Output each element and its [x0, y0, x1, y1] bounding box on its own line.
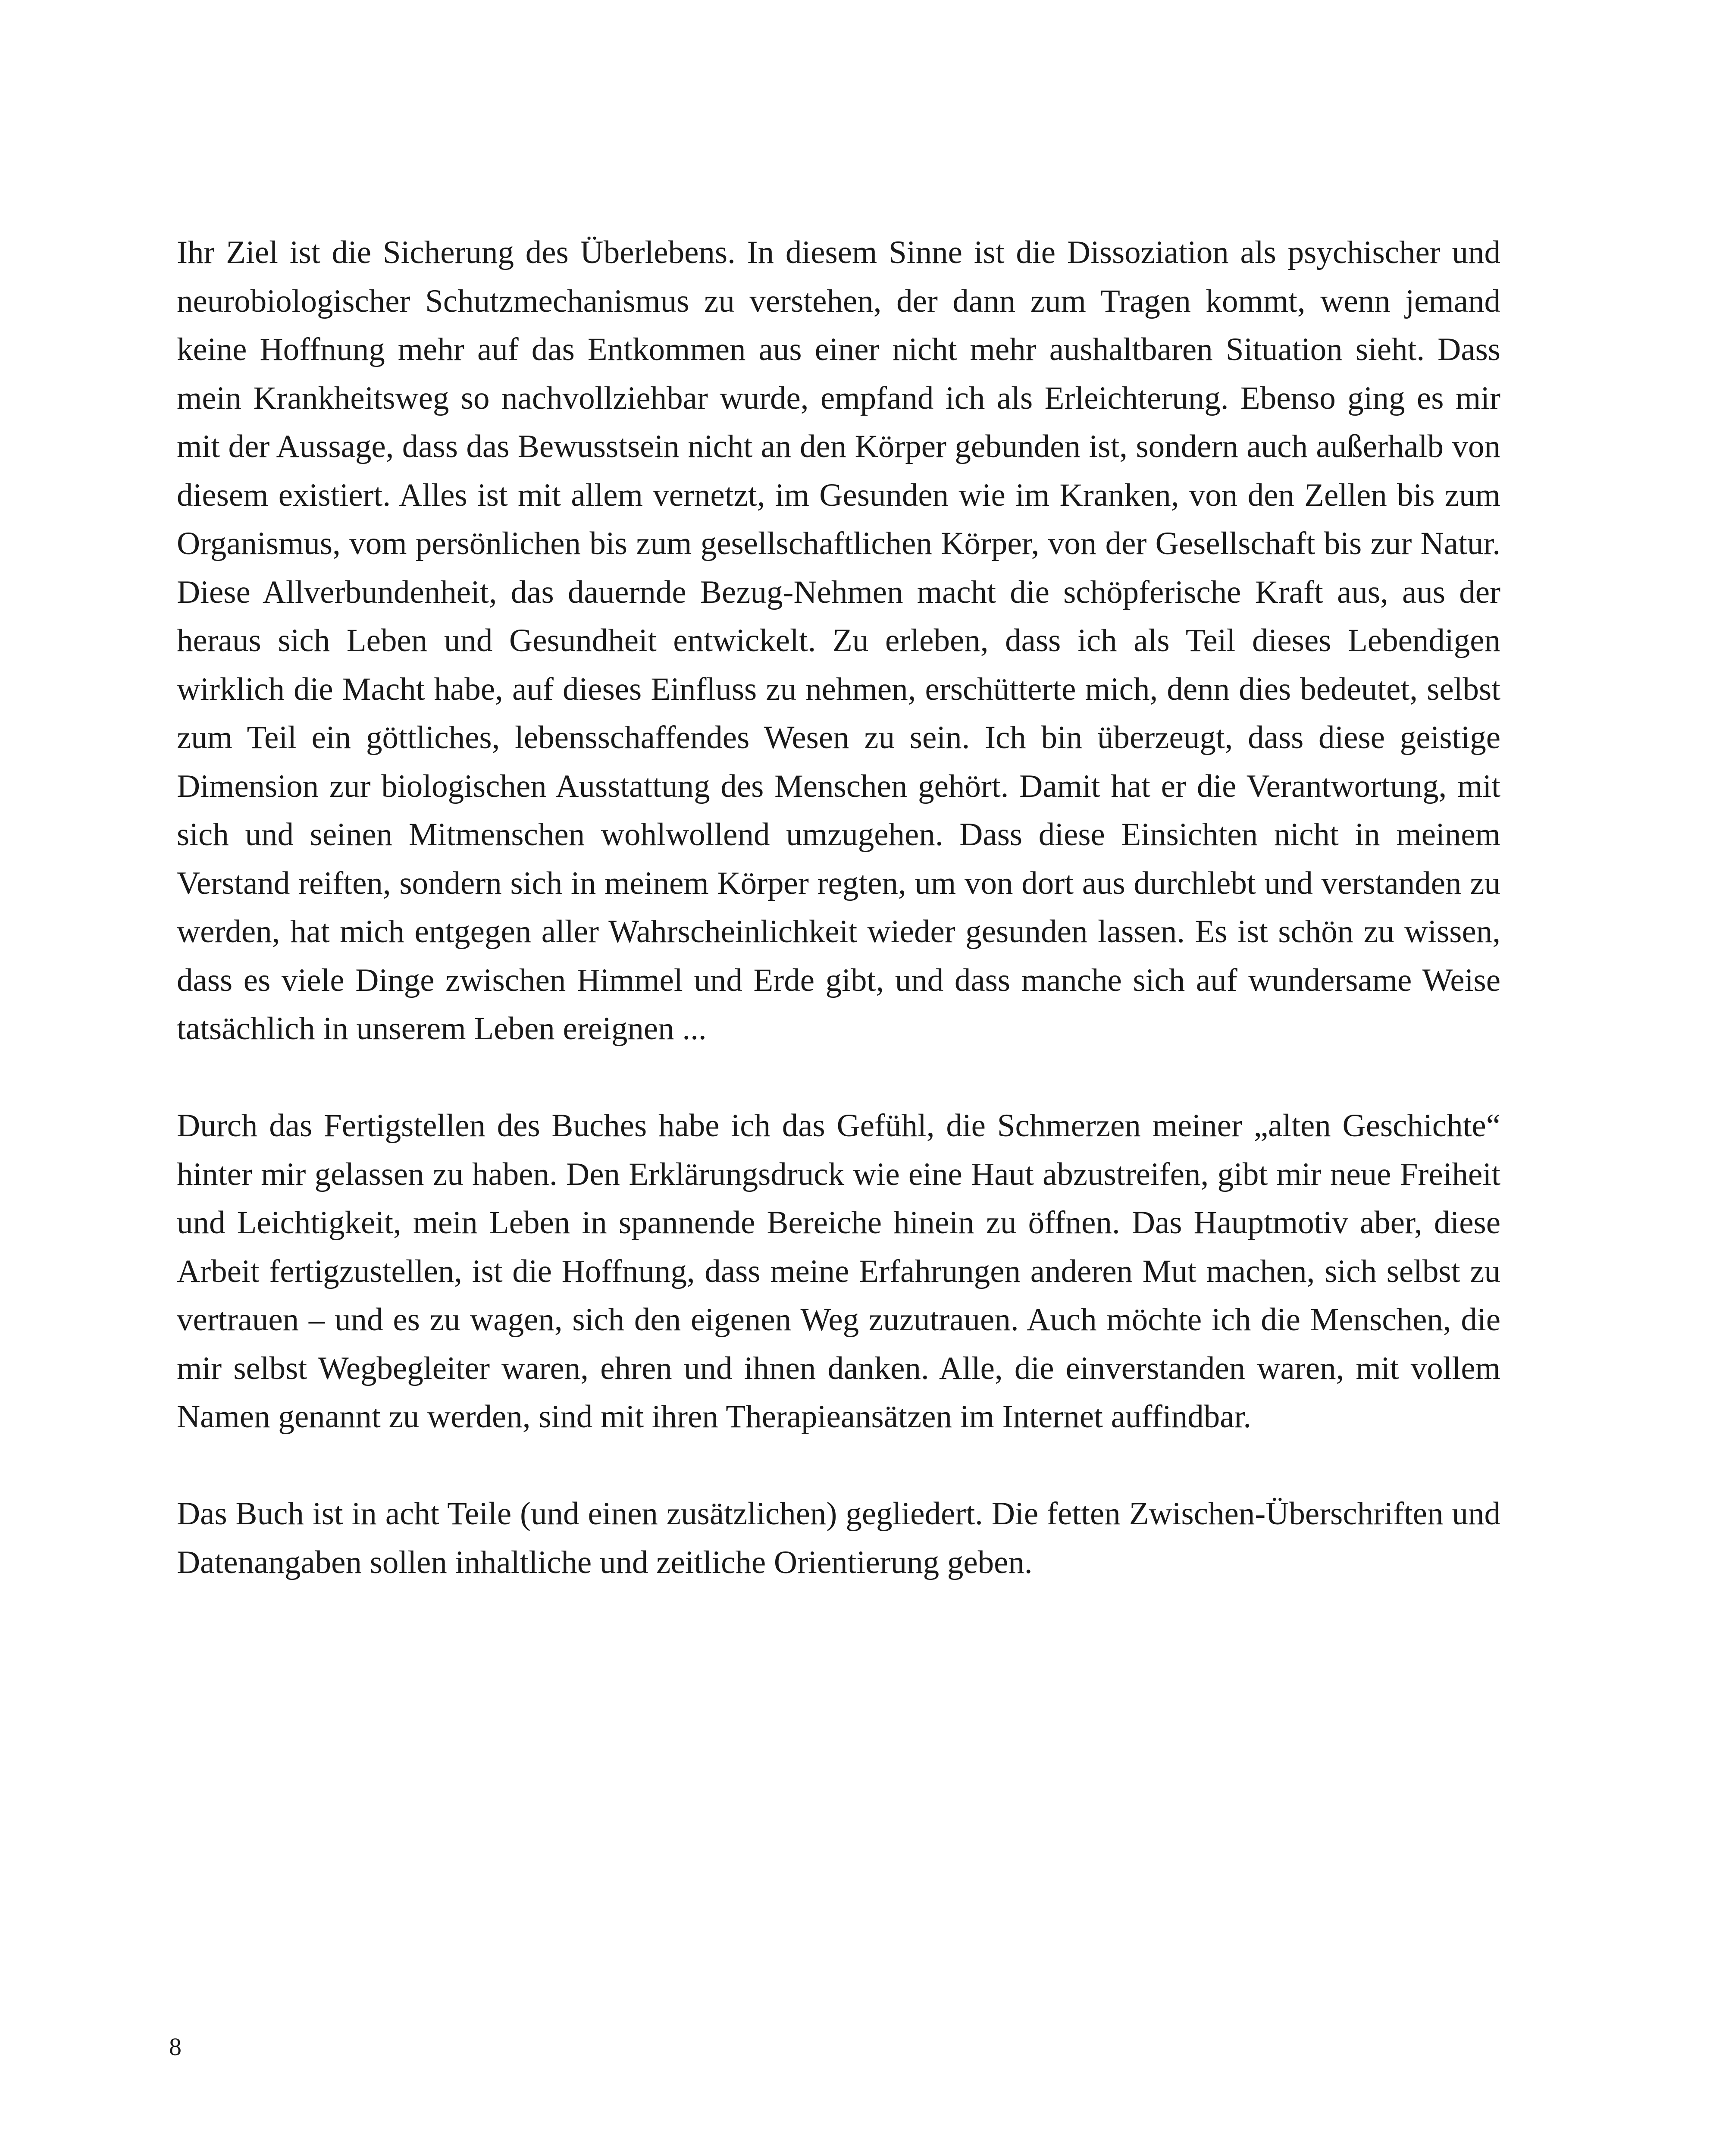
paragraph-book-completion: Durch das Fertigstellen des Buches habe ich das Gefühl, die Schmerzen meiner „alten Geschichte“ hinter mir gelassen zu haben. Den Erklärungsdruck wie eine Haut abzustreifen, gibt mir neue Freiheit und Leichtigkeit, mein Leben in spannende Bereiche hinein zu öffnen. Das Hauptmotiv aber, diese Arbeit fertigzustellen, ist die Hoffnung, dass meine Erfahrungen anderen Mut machen, sich selbst zu vertrauen – und es zu wagen, sich den eigenen Weg zuzutrauen. Auch möchte ich die Menschen, die mir selbst Wegbegleiter waren, ehren und ihnen danken. Alle, die einverstanden waren, mit vollem Namen genannt zu werden, sind mit ihren Therapieansätzen im Internet auffindbar. [177, 1108, 1500, 1435]
body-text [177, 229, 1500, 1587]
paragraph-dissociation: Ihr Ziel ist die Sicherung des Überlebens. In diesem Sinne ist die Dissoziation als psychischer und neurobiologischer Schutzmechanismus zu verstehen, der dann zum Tragen kommt, wenn jemand keine Hoffnung mehr auf das Entkommen aus einer nicht mehr aushaltbaren Situation sieht. Dass mein Krankheitsweg so nachvollziehbar wurde, empfand ich als Erleichterung. Ebenso ging es mir mit der Aussage, dass das Bewusstsein nicht an den Körper gebunden ist, sondern auch außerhalb von diesem existiert. Alles ist mit allem vernetzt, im Gesunden wie im Kranken, von den Zellen bis zum Organismus, vom persönlichen bis zum gesellschaftlichen Körper, von der Gesellschaft bis zur Natur. Diese Allverbundenheit, das dauernde Bezug-Nehmen macht die schöpferische Kraft aus, aus der heraus sich Leben und Gesundheit entwickelt. Zu erleben, dass ich als Teil dieses Lebendigen wirklich die Macht habe, auf dieses Einfluss zu nehmen, erschütterte mich, denn dies bedeutet, selbst zum Teil ein göttliches, lebensschaffendes Wesen zu sein. Ich bin überzeugt, dass diese geistige Dimension zur biologischen Ausstattung des Menschen gehört. Damit hat er die Verantwortung, mit sich und seinen Mitmenschen wohlwollend umzugehen. Dass diese Einsichten nicht in meinem Verstand reiften, sondern sich in meinem Körper regten, um von dort aus durchlebt und verstanden zu werden, hat mich entgegen aller Wahrscheinlichkeit wieder gesunden lassen. Es ist schön zu wissen, dass es viele Dinge zwischen Himmel und Erde gibt, und dass manche sich auf wundersame Weise tatsächlich in unserem Leben ereignen ... [177, 235, 1500, 1047]
page-number: 8 [169, 2033, 182, 2061]
paragraph-book-structure: Das Buch ist in acht Teile (und einen zusätzlichen) gegliedert. Die fetten Zwischen-Überschriften und Datenangaben sollen inhaltliche und zeitliche Orientierung geben. [177, 1496, 1500, 1580]
